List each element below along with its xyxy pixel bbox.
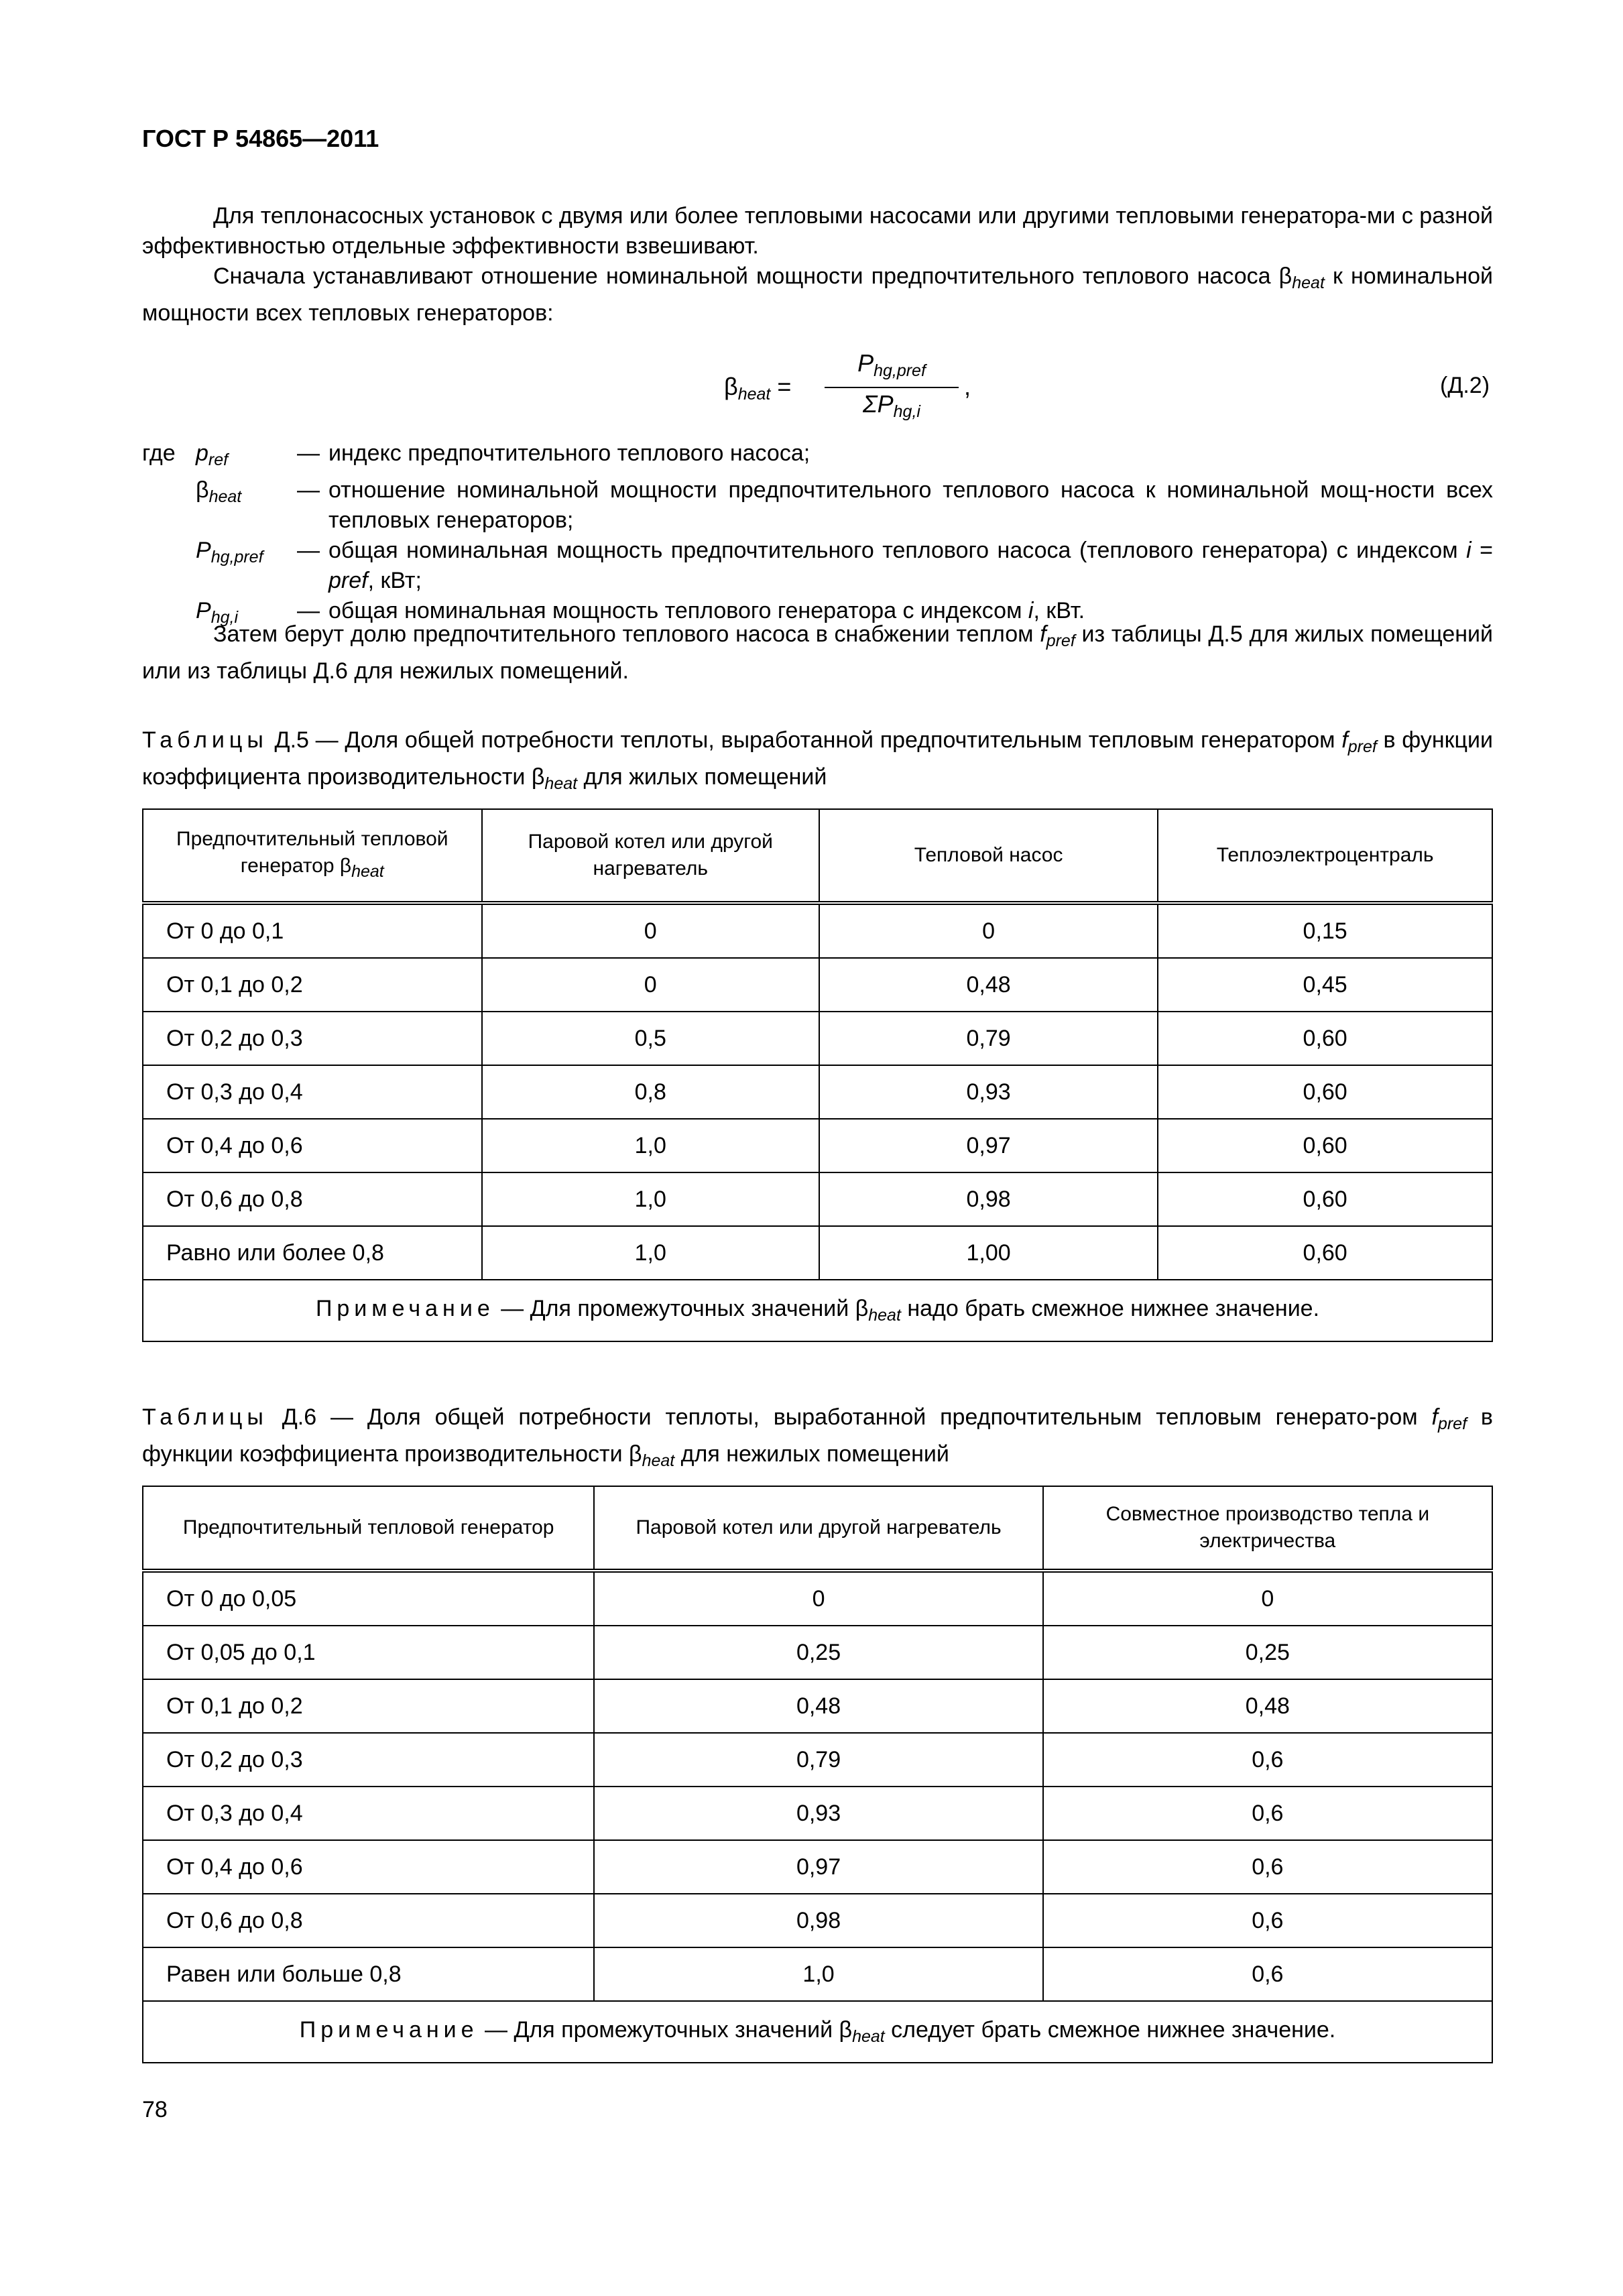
formula-equals: =	[770, 373, 792, 400]
table-cell: 0,60	[1158, 1012, 1492, 1065]
paragraph-ratio	[142, 261, 1493, 328]
paragraph-ratio-text: Сначала устанавливают отношение номинальной мощности предпочтительного теплового насоса β	[213, 263, 1293, 289]
table-cell: От 0 до 0,1	[143, 903, 482, 958]
table-cell: От 0,3 до 0,4	[143, 1065, 482, 1119]
table5-caption-text: Д.5 — Доля общей потребности теплоты, выработанной предпочтительным тепловым генератором	[267, 727, 1342, 753]
table6-caption-f-subscript: pref	[1437, 1414, 1467, 1433]
table-cell: 1,0	[482, 1119, 819, 1172]
definition-text-part: , кВт;	[367, 568, 422, 593]
formula-numerator	[825, 349, 959, 385]
paragraph-ratio-text-end: к номинальной мощности всех тепловых генераторов:	[142, 263, 1493, 326]
table-cell: 0,6	[1043, 1840, 1492, 1894]
table6-caption-f: f	[1431, 1404, 1438, 1430]
column-header	[143, 809, 482, 903]
table-cell: 0,98	[819, 1172, 1158, 1226]
table-cell: 0	[482, 958, 819, 1012]
definition-item	[142, 536, 1493, 596]
definition-dash: —	[297, 440, 320, 466]
note-text-end: следует брать смежное нижнее значение.	[884, 2017, 1336, 2043]
formula-num-subscript: hg,pref	[874, 361, 926, 380]
table-cell: 0,45	[1158, 958, 1492, 1012]
table-row	[143, 1947, 1492, 2001]
definition-dash: —	[297, 538, 320, 563]
table-row	[143, 1733, 1492, 1787]
table-cell: 0,98	[594, 1894, 1042, 1947]
symbol-text: P	[196, 538, 211, 563]
table-cell: 0,97	[819, 1119, 1158, 1172]
fraction-bar	[825, 387, 959, 388]
symbol-text: p	[196, 440, 208, 466]
table-row	[143, 903, 1492, 958]
document-header: ГОСТ Р 54865—2011	[142, 125, 379, 152]
table-cell: 0,97	[594, 1840, 1042, 1894]
table-cell: 0	[482, 903, 819, 958]
table6-caption-text: Д.6 — Доля общей потребности теплоты, выработанной предпочтительным тепловым генерато-ром	[267, 1404, 1432, 1430]
table-cell: 0,79	[819, 1012, 1158, 1065]
table-cell: От 0,05 до 0,1	[143, 1626, 594, 1679]
symbol-text: β	[196, 477, 209, 503]
note-subscript: heat	[868, 1306, 901, 1325]
beta-subscript: heat	[1292, 274, 1325, 292]
paragraph-intro: Для теплонасосных установок с двумя или более тепловыми насосами или другими тепловыми генератора-ми с разной эффективностью отдельные эффективности взвешивают.	[142, 203, 1493, 259]
table5-caption-text: в функции коэффициента производительности β	[142, 727, 1493, 790]
definition-symbol	[196, 475, 288, 536]
table-row	[143, 1119, 1492, 1172]
table-cell: От 0,4 до 0,6	[143, 1840, 594, 1894]
formula-beta-subscript: heat	[737, 385, 771, 404]
table-row	[143, 1065, 1492, 1119]
definition-item	[142, 475, 1493, 536]
table-cell: От 0,4 до 0,6	[143, 1119, 482, 1172]
equation-number: (Д.2)	[1440, 373, 1490, 398]
note-text-end: надо брать смежное нижнее значение.	[900, 1296, 1320, 1321]
definition-symbol	[196, 536, 288, 596]
definition-symbol	[196, 438, 288, 475]
table-cell: 0,8	[482, 1065, 819, 1119]
paragraph-then-text: Затем берут долю предпочтительного теплового насоса в снабжении теплом	[213, 621, 1040, 647]
table-cell: 0,60	[1158, 1226, 1492, 1280]
formula-lhs	[724, 373, 791, 404]
table-cell: От 0,1 до 0,2	[143, 958, 482, 1012]
definition-text-part: общая номинальная мощность предпочтительного теплового насоса (теплового генератора) с индексом	[328, 538, 1467, 563]
table-d5	[142, 808, 1493, 1342]
table-cell: От 0,2 до 0,3	[143, 1733, 594, 1787]
note-label: Примечание	[299, 2017, 479, 2043]
note-label: Примечание	[315, 1296, 495, 1321]
formula-comma: ,	[964, 373, 971, 400]
definition-text-part: общая номинальная мощность теплового генератора с индексом	[328, 598, 1028, 623]
table-cell: 0,6	[1043, 1733, 1492, 1787]
column-header: Паровой котел или другой нагреватель	[594, 1486, 1042, 1571]
definition-text	[328, 536, 1493, 596]
paragraph-then	[142, 619, 1493, 686]
table-row	[143, 1626, 1492, 1679]
table6-caption-beta-subscript: heat	[642, 1451, 675, 1470]
column-header: Тепловой насос	[819, 809, 1158, 903]
definition-text-part: , кВт.	[1033, 598, 1085, 623]
definition-dash: —	[297, 598, 320, 623]
page-number: 78	[142, 2097, 168, 2122]
formula-num-symbol: P	[857, 349, 874, 377]
table-cell: 0,93	[594, 1787, 1042, 1840]
table5-caption-text-end: для жилых помещений	[577, 764, 827, 790]
symbol-subscript: ref	[208, 450, 229, 469]
table-row	[143, 1012, 1492, 1065]
symbol-subscript: hg,pref	[211, 548, 263, 566]
paragraph-then-text-end: из таблицы Д.5 для жилых помещений или из таблицы Д.6 для нежилых помещений.	[142, 621, 1493, 684]
table-cell: 0,60	[1158, 1119, 1492, 1172]
symbol-subscript: hg,i	[211, 608, 238, 627]
table-row	[143, 1679, 1492, 1733]
formula-den-subscript: hg,i	[893, 402, 920, 421]
definitions-list	[142, 438, 1493, 633]
definition-index: i	[1028, 598, 1034, 623]
definition-text-part: =	[1471, 538, 1493, 563]
table-cell: 0,15	[1158, 903, 1492, 958]
table5-caption	[142, 725, 1493, 799]
definition-item	[142, 438, 1493, 475]
table5-caption-f-subscript: pref	[1347, 737, 1377, 756]
table-note	[143, 1280, 1492, 1341]
table-note-row	[143, 2001, 1492, 2063]
definitions-where: где	[142, 440, 176, 466]
table-cell: 0,79	[594, 1733, 1042, 1787]
table-cell: От 0,3 до 0,4	[143, 1787, 594, 1840]
note-subscript: heat	[852, 2027, 885, 2046]
table-cell: 0	[819, 903, 1158, 958]
table-row	[143, 1571, 1492, 1626]
table-d6	[142, 1486, 1493, 2063]
column-header: Совместное производство тепла и электричества	[1043, 1486, 1492, 1571]
formula-beta: β	[724, 373, 738, 400]
column-header-text: Предпочтительный тепловой генератор β	[176, 828, 448, 877]
table-cell: 1,0	[594, 1947, 1042, 2001]
table6-caption-label: Таблицы	[142, 1404, 268, 1430]
table-cell: 0	[1043, 1571, 1492, 1626]
table-cell: 1,0	[482, 1172, 819, 1226]
f-subscript: pref	[1046, 631, 1075, 650]
symbol-subscript: heat	[208, 487, 242, 506]
column-header-subscript: heat	[351, 862, 384, 881]
table-cell: 0,6	[1043, 1947, 1492, 2001]
table-cell: От 0,6 до 0,8	[143, 1172, 482, 1226]
table-cell: 0,5	[482, 1012, 819, 1065]
note-text: — Для промежуточных значений β	[494, 1296, 869, 1321]
table-cell: 0,60	[1158, 1172, 1492, 1226]
table-cell: 0,60	[1158, 1065, 1492, 1119]
table-header-row	[143, 1486, 1492, 1571]
table-row	[143, 1226, 1492, 1280]
table-cell: 0,48	[1043, 1679, 1492, 1733]
definition-dash: —	[297, 477, 320, 503]
f-symbol: f	[1040, 621, 1046, 647]
table-cell: 0,93	[819, 1065, 1158, 1119]
table-cell: От 0,2 до 0,3	[143, 1012, 482, 1065]
table-row	[143, 1840, 1492, 1894]
formula-den-symbol: ΣP	[863, 390, 894, 418]
table-cell: Равен или больше 0,8	[143, 1947, 594, 2001]
table-cell: Равно или более 0,8	[143, 1226, 482, 1280]
table-cell: 1,0	[482, 1226, 819, 1280]
table-cell: От 0,1 до 0,2	[143, 1679, 594, 1733]
table-cell: 0,25	[1043, 1626, 1492, 1679]
table-row	[143, 1787, 1492, 1840]
table-note	[143, 2001, 1492, 2063]
table5-caption-label: Таблицы	[142, 727, 268, 753]
table6-caption-text-end: для нежилых помещений	[674, 1441, 949, 1467]
table-row	[143, 958, 1492, 1012]
table-cell: 0,48	[594, 1679, 1042, 1733]
table6-caption	[142, 1402, 1493, 1476]
table-cell: 0,48	[819, 958, 1158, 1012]
column-header: Паровой котел или другой нагреватель	[482, 809, 819, 903]
definition-index: i	[1466, 538, 1471, 563]
symbol-text: P	[196, 598, 211, 623]
table-note-row	[143, 1280, 1492, 1341]
table-cell: 0,6	[1043, 1894, 1492, 1947]
table-cell: 1,00	[819, 1226, 1158, 1280]
column-header: Предпочтительный тепловой генератор	[143, 1486, 594, 1571]
table-cell: 0,25	[594, 1626, 1042, 1679]
table-cell: От 0,6 до 0,8	[143, 1894, 594, 1947]
table5-caption-beta-subscript: heat	[544, 774, 578, 793]
table-row	[143, 1172, 1492, 1226]
table6-caption-text: в функции коэффициента производительности β	[142, 1404, 1493, 1467]
table-row	[143, 1894, 1492, 1947]
definition-text: отношение номинальной мощности предпочтительного теплового насоса к номинальной мощ-ности всех тепловых генераторов;	[328, 477, 1493, 533]
table-cell: 0	[594, 1571, 1042, 1626]
formula-denominator	[825, 389, 959, 426]
table5-caption-f: f	[1341, 727, 1348, 753]
formula-fraction	[825, 349, 959, 426]
definition-text: индекс предпочтительного теплового насоса;	[328, 440, 810, 466]
table-header-row	[143, 809, 1492, 903]
table-cell: От 0 до 0,05	[143, 1571, 594, 1626]
definition-pref: pref	[328, 568, 368, 593]
table-cell: 0,6	[1043, 1787, 1492, 1840]
column-header: Теплоэлектроцентраль	[1158, 809, 1492, 903]
note-text: — Для промежуточных значений β	[478, 2017, 853, 2043]
